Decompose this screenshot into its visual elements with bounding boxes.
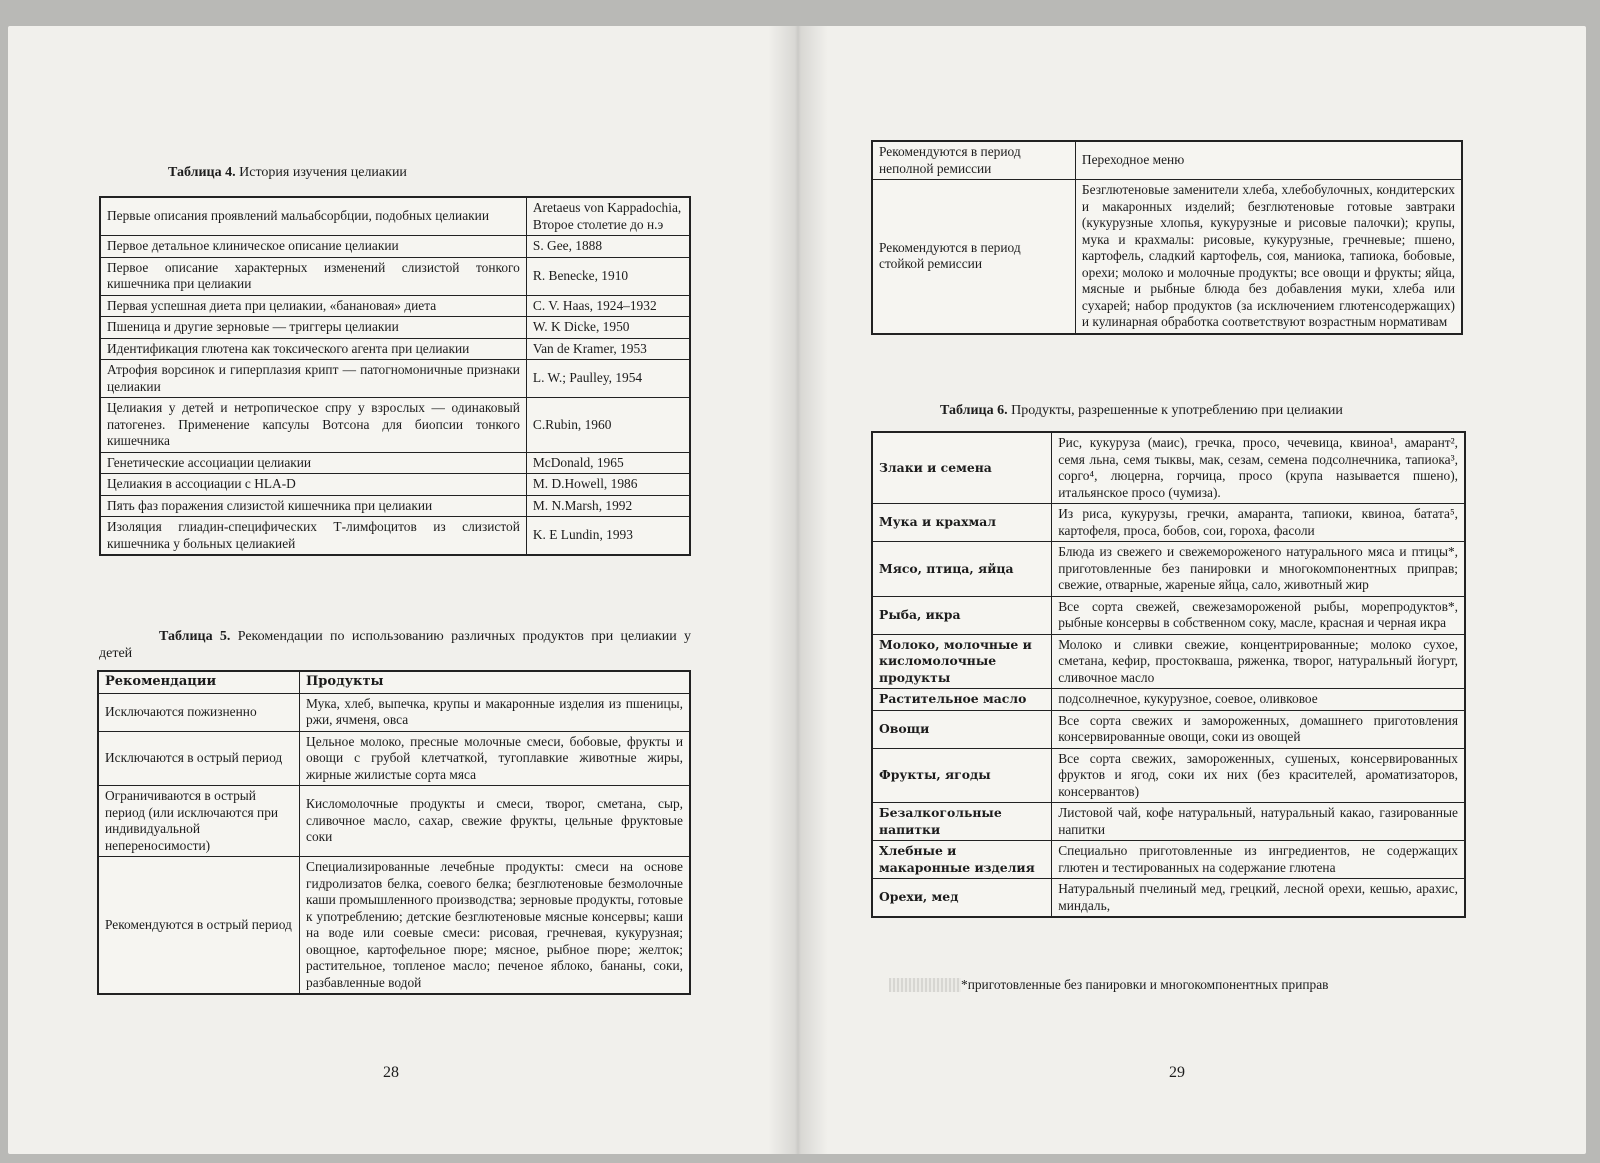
book-spread [8, 26, 1586, 1154]
food-group-cell: Молоко, молочные и кисломолочные продукты [872, 634, 1052, 689]
allowed-items-cell: Блюда из свежего и свежемороженого натурального мяса и птицы*, приготовленные без панировки и многокомпонентных приправ; свежие, отварные, жареные яйца, сало, животный жир [1052, 542, 1465, 597]
allowed-items-cell: Натуральный пчелиный мед, грецкий, лесной орехи, кешью, арахис, миндаль, [1052, 879, 1465, 918]
history-author-cell: C.Rubin, 1960 [526, 398, 690, 453]
history-event-cell: Пшеница и другие зерновые — триггеры целиакии [100, 317, 526, 339]
food-group-cell: Растительное масло [872, 689, 1052, 711]
table-row [100, 236, 690, 258]
food-group-cell: Орехи, мед [872, 879, 1052, 918]
recommendation-cell: Рекомендуются в период неполной ремиссии [872, 141, 1075, 180]
table-row [872, 141, 1462, 180]
history-event-cell: Генетические ассоциации целиакии [100, 452, 526, 474]
allowed-items-cell: Рис, кукуруза (маис), гречка, просо, чечевица, квиноа¹, амарант², семя льна, семя тыквы, мак, сезам, семена подсолнечника, тапиока³, сорго⁴, люцерна, горчица, просо (крупа называется пшено), итальянское просо (чумиза). [1052, 432, 1465, 504]
history-author-cell: S. Gee, 1888 [526, 236, 690, 258]
food-group-cell: Злаки и семена [872, 432, 1052, 504]
allowed-items-cell: Все сорта свежих и замороженных, домашнего приготовления консервированные овощи, соки из овощей [1052, 710, 1465, 748]
history-event-cell: Первая успешная диета при целиакии, «банановая» диета [100, 295, 526, 317]
scan-shade-mark [889, 978, 961, 992]
table5-header-products: Продукты [300, 671, 690, 693]
table-row [100, 338, 690, 360]
products-cell: Мука, хлеб, выпечка, крупы и макаронные изделия из пшеницы, ржи, ячменя, овса [300, 693, 690, 731]
history-event-cell: Целиакия в ассоциации с HLA-D [100, 474, 526, 496]
table-row [872, 432, 1465, 504]
table5-header-row [98, 671, 690, 693]
history-author-cell: McDonald, 1965 [526, 452, 690, 474]
products-cell: Цельное молоко, пресные молочные смеси, бобовые, фрукты и овощи с грубой клетчаткой, тугоплавкие животные жиры, жирные жилистые сорта мяса [300, 731, 690, 786]
table-row [872, 879, 1465, 918]
left-page [8, 26, 793, 1154]
history-event-cell: Атрофия ворсинок и гиперплазия крипт — патогномоничные признаки целиакии [100, 360, 526, 398]
history-author-cell: K. E Lundin, 1993 [526, 517, 690, 556]
table6-caption: Таблица 6. Продукты, разрешенные к употреблению при целиакии [940, 403, 1343, 418]
table-row [100, 257, 690, 295]
allowed-items-cell: Молоко и сливки свежие, концентрированные; молоко сухое, сметана, кефир, простокваша, ряженка, творог, натуральный йогурт, сливочное масло [1052, 634, 1465, 689]
history-author-cell: Aretaeus von Kappadochia, Второе столетие до н.э [526, 197, 690, 236]
history-event-cell: Целиакия у детей и нетропическое спру у взрослых — одинаковый патогенез. Применение капсулы Вотсона для биопсии тонкого кишечника [100, 398, 526, 453]
table-row [872, 180, 1462, 334]
history-event-cell: Идентификация глютена как токсического агента при целиакии [100, 338, 526, 360]
table6-footnote: *приготовленные без панировки и многокомпонентных приправ [961, 977, 1329, 992]
recommendation-cell: Исключаются пожизненно [98, 693, 300, 731]
history-author-cell: R. Benecke, 1910 [526, 257, 690, 295]
allowed-items-cell: Все сорта свежих, замороженных, сушеных, консервированных фруктов и ягод, соки их них (без красителей, ароматизаторов, консервантов) [1052, 748, 1465, 803]
page-number-left: 28 [383, 1064, 399, 1081]
table5-header-rec: Рекомендации [98, 671, 300, 693]
history-author-cell: M. N.Marsh, 1992 [526, 495, 690, 517]
history-event-cell: Изоляция глиадин-специфических Т-лимфоцитов из слизистой кишечника у больных целиакией [100, 517, 526, 556]
table-row [100, 474, 690, 496]
table-row [98, 693, 690, 731]
food-group-cell: Фрукты, ягоды [872, 748, 1052, 803]
table-row [100, 360, 690, 398]
page-number-right: 29 [1169, 1064, 1185, 1081]
table-row [872, 504, 1465, 542]
table4-history [99, 196, 691, 556]
history-event-cell: Первые описания проявлений мальабсорбции, подобных целиакии [100, 197, 526, 236]
history-author-cell: Van de Kramer, 1953 [526, 338, 690, 360]
right-page [793, 26, 1586, 1154]
table-row [100, 295, 690, 317]
table-row [872, 710, 1465, 748]
food-group-cell: Хлебные и макаронные изделия [872, 841, 1052, 879]
table-row [872, 634, 1465, 689]
table4-caption: Таблица 4. История изучения целиакии [168, 165, 407, 180]
table-row [872, 841, 1465, 879]
history-author-cell: L. W.; Paulley, 1954 [526, 360, 690, 398]
products-cell: Специализированные лечебные продукты: смеси на основе гидролизатов белка, соевого белка; безглютеновые безмолочные каши промышленного производства; зерновые продукты, готовые к употреблению; детские безглютеновые мясные консервы; каши на воде или соевые смеси: рисовая, гречневая, кукурузная; овощное, картофельное пюре; мясное, рыбное пюре; желток; растительное, топленое масло; печеное яблоко, бананы, соки, разбавленные водой [300, 857, 690, 995]
allowed-items-cell: Все сорта свежей, свежезамороженой рыбы, морепродуктов*, рыбные консервы в собственном соку, масле, красная и черная икра [1052, 596, 1465, 634]
table5-caption: Таблица 5. Рекомендации по использованию различных продуктов при целиакии у детей [99, 629, 691, 661]
history-author-cell: W. K Dicke, 1950 [526, 317, 690, 339]
food-group-cell: Мясо, птица, яйца [872, 542, 1052, 597]
food-group-cell: Мука и крахмал [872, 504, 1052, 542]
table-row [872, 542, 1465, 597]
allowed-items-cell: Из риса, кукурузы, гречки, амаранта, тапиоки, квиноа, батата⁵, картофеля, проса, бобов, сои, гороха, фасоли [1052, 504, 1465, 542]
history-author-cell: M. D.Howell, 1986 [526, 474, 690, 496]
recommendation-cell: Исключаются в острый период [98, 731, 300, 786]
table-row [98, 786, 690, 857]
table-row [100, 317, 690, 339]
food-group-cell: Безалкогольные напитки [872, 803, 1052, 841]
food-group-cell: Рыба, икра [872, 596, 1052, 634]
table5-recommendations [97, 670, 691, 995]
history-event-cell: Первое описание характерных изменений слизистой тонкого кишечника при целиакии [100, 257, 526, 295]
table-row [872, 689, 1465, 711]
allowed-items-cell: Листовой чай, кофе натуральный, натуральный какао, газированные напитки [1052, 803, 1465, 841]
table-row [100, 495, 690, 517]
history-event-cell: Первое детальное клиническое описание целиакии [100, 236, 526, 258]
allowed-items-cell: Специально приготовленные из ингредиентов, не содержащих глютен и тестированных на содержание глютена [1052, 841, 1465, 879]
table-row [872, 748, 1465, 803]
table-row [100, 398, 690, 453]
table6-allowed-products [871, 431, 1466, 918]
table-row [98, 857, 690, 995]
table-row [872, 803, 1465, 841]
table-row [872, 596, 1465, 634]
products-cell: Переходное меню [1075, 141, 1462, 180]
recommendation-cell: Рекомендуются в острый период [98, 857, 300, 995]
products-cell: Безглютеновые заменители хлеба, хлебобулочных, кондитерских и макаронных изделий; безглютеновые готовые завтраки (кукурузные хлопья, кукурузные и рисовые палочки); крупы, мука и крахмалы: рисовые, кукурузные, гречневые; пшено, картофель, сладкий картофель, соя, маниока, тапиока, бобовые, орехи; молоко и молочные продукты; все овощи и фрукты; яйца, мясные и рыбные блюда без добавления муки, хлеба или сухарей; набор продуктов (за исключением глютенсодержащих) и кулинарная обработка соответствуют возрастным нормативам [1075, 180, 1462, 334]
food-group-cell: Овощи [872, 710, 1052, 748]
table-row [98, 731, 690, 786]
recommendation-cell: Рекомендуются в период стойкой ремиссии [872, 180, 1075, 334]
products-cell: Кисломолочные продукты и смеси, творог, сметана, сыр, сливочное масло, сахар, свежие фрукты, цельные фруктовые соки [300, 786, 690, 857]
history-event-cell: Пять фаз поражения слизистой кишечника при целиакии [100, 495, 526, 517]
table-row [100, 452, 690, 474]
table-row [100, 517, 690, 556]
history-author-cell: C. V. Haas, 1924–1932 [526, 295, 690, 317]
recommendation-cell: Ограничиваются в острый период (или исключаются при индивидуальной непереносимости) [98, 786, 300, 857]
table5-continuation [871, 140, 1463, 335]
allowed-items-cell: подсолнечное, кукурузное, соевое, оливковое [1052, 689, 1465, 711]
table-row [100, 197, 690, 236]
